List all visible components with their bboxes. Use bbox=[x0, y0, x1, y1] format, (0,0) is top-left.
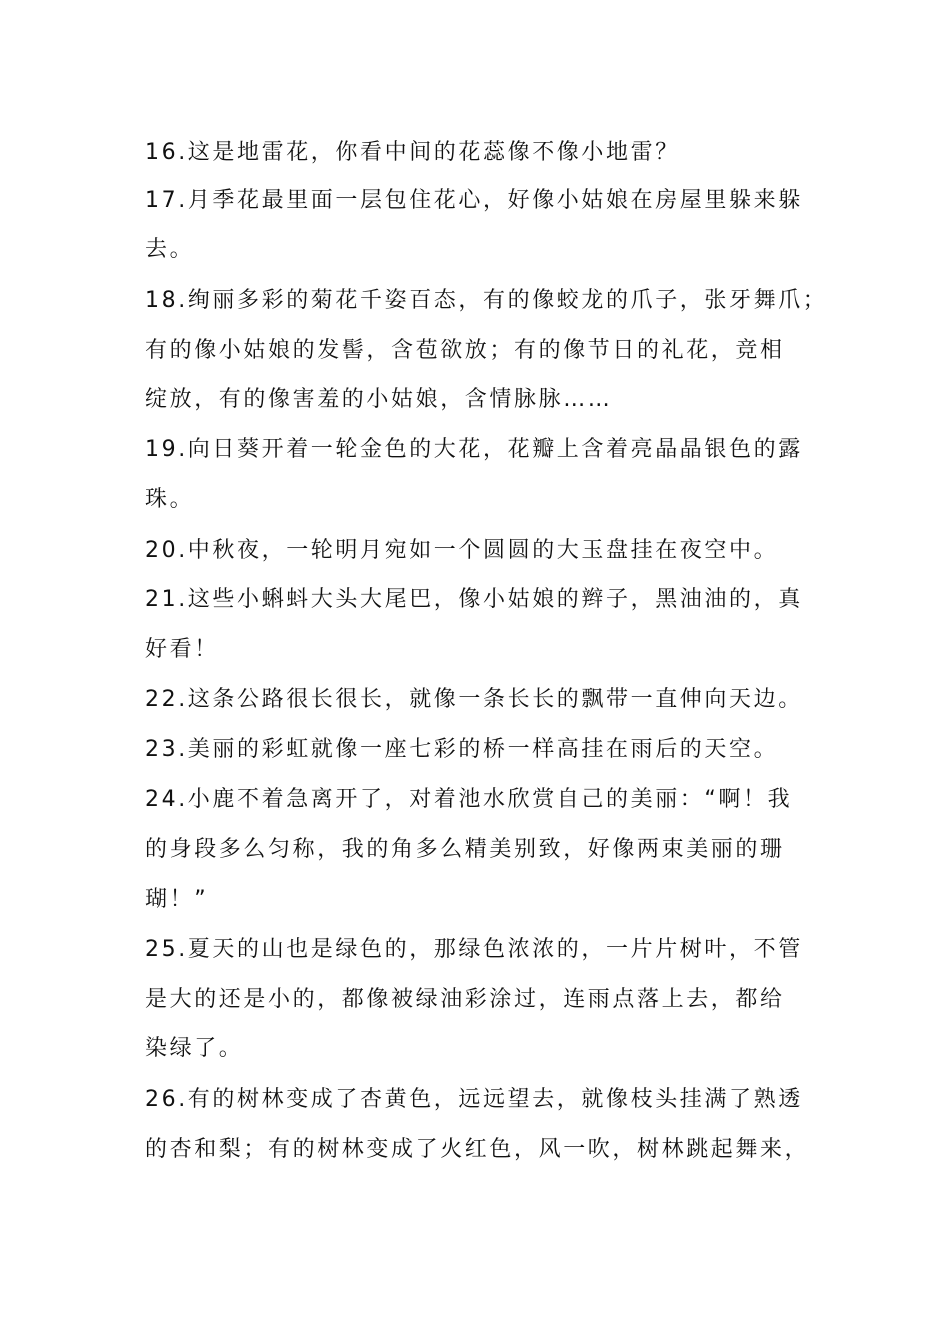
text-line: 是大的还是小的，都像被绿油彩涂过，连雨点落上去，都给 bbox=[145, 987, 785, 1012]
text-line: 的杏和梨；有的树林变成了火红色，风一吹，树林跳起舞来， bbox=[145, 1137, 810, 1162]
text-line: 珠。 bbox=[145, 487, 195, 512]
text-line: 20.中秋夜，一轮明月宛如一个圆圆的大玉盘挂在夜空中。 bbox=[145, 538, 779, 563]
text-line: 17.月季花最里面一层包住花心，好像小姑娘在房屋里躲来躲 bbox=[145, 188, 803, 213]
text-line: 23.美丽的彩虹就像一座七彩的桥一样高挂在雨后的天空。 bbox=[145, 737, 779, 762]
text-line: 有的像小姑娘的发髻，含苞欲放；有的像节日的礼花，竞相 bbox=[145, 338, 785, 363]
text-line: 去。 bbox=[145, 237, 195, 262]
text-line: 19.向日葵开着一轮金色的大花，花瓣上含着亮晶晶银色的露 bbox=[145, 437, 803, 462]
text-line: 25.夏天的山也是绿色的，那绿色浓浓的，一片片树叶，不管 bbox=[145, 937, 803, 962]
text-line: 16.这是地雷花，你看中间的花蕊像不像小地雷？ bbox=[145, 140, 680, 165]
text-line: 21.这些小蝌蚪大头大尾巴，像小姑娘的辫子，黑油油的，真 bbox=[145, 587, 803, 612]
text-line: 26.有的树林变成了杏黄色，远远望去，就像枝头挂满了熟透 bbox=[145, 1087, 803, 1112]
text-line: 好看！ bbox=[145, 637, 219, 662]
text-line: 绽放，有的像害羞的小姑娘，含情脉脉…… bbox=[145, 387, 613, 412]
text-line: 染绿了。 bbox=[145, 1036, 244, 1061]
text-line: 瑚！” bbox=[145, 887, 209, 912]
text-line: 22.这条公路很长很长，就像一条长长的飘带一直伸向天边。 bbox=[145, 687, 803, 712]
text-line: 24.小鹿不着急离开了，对着池水欣赏自己的美丽：“啊！我 bbox=[145, 787, 793, 812]
text-line: 18.绚丽多彩的菊花千姿百态，有的像蛟龙的爪子，张牙舞爪； bbox=[145, 288, 828, 313]
text-line: 的身段多么匀称，我的角多么精美别致，好像两束美丽的珊 bbox=[145, 837, 785, 862]
